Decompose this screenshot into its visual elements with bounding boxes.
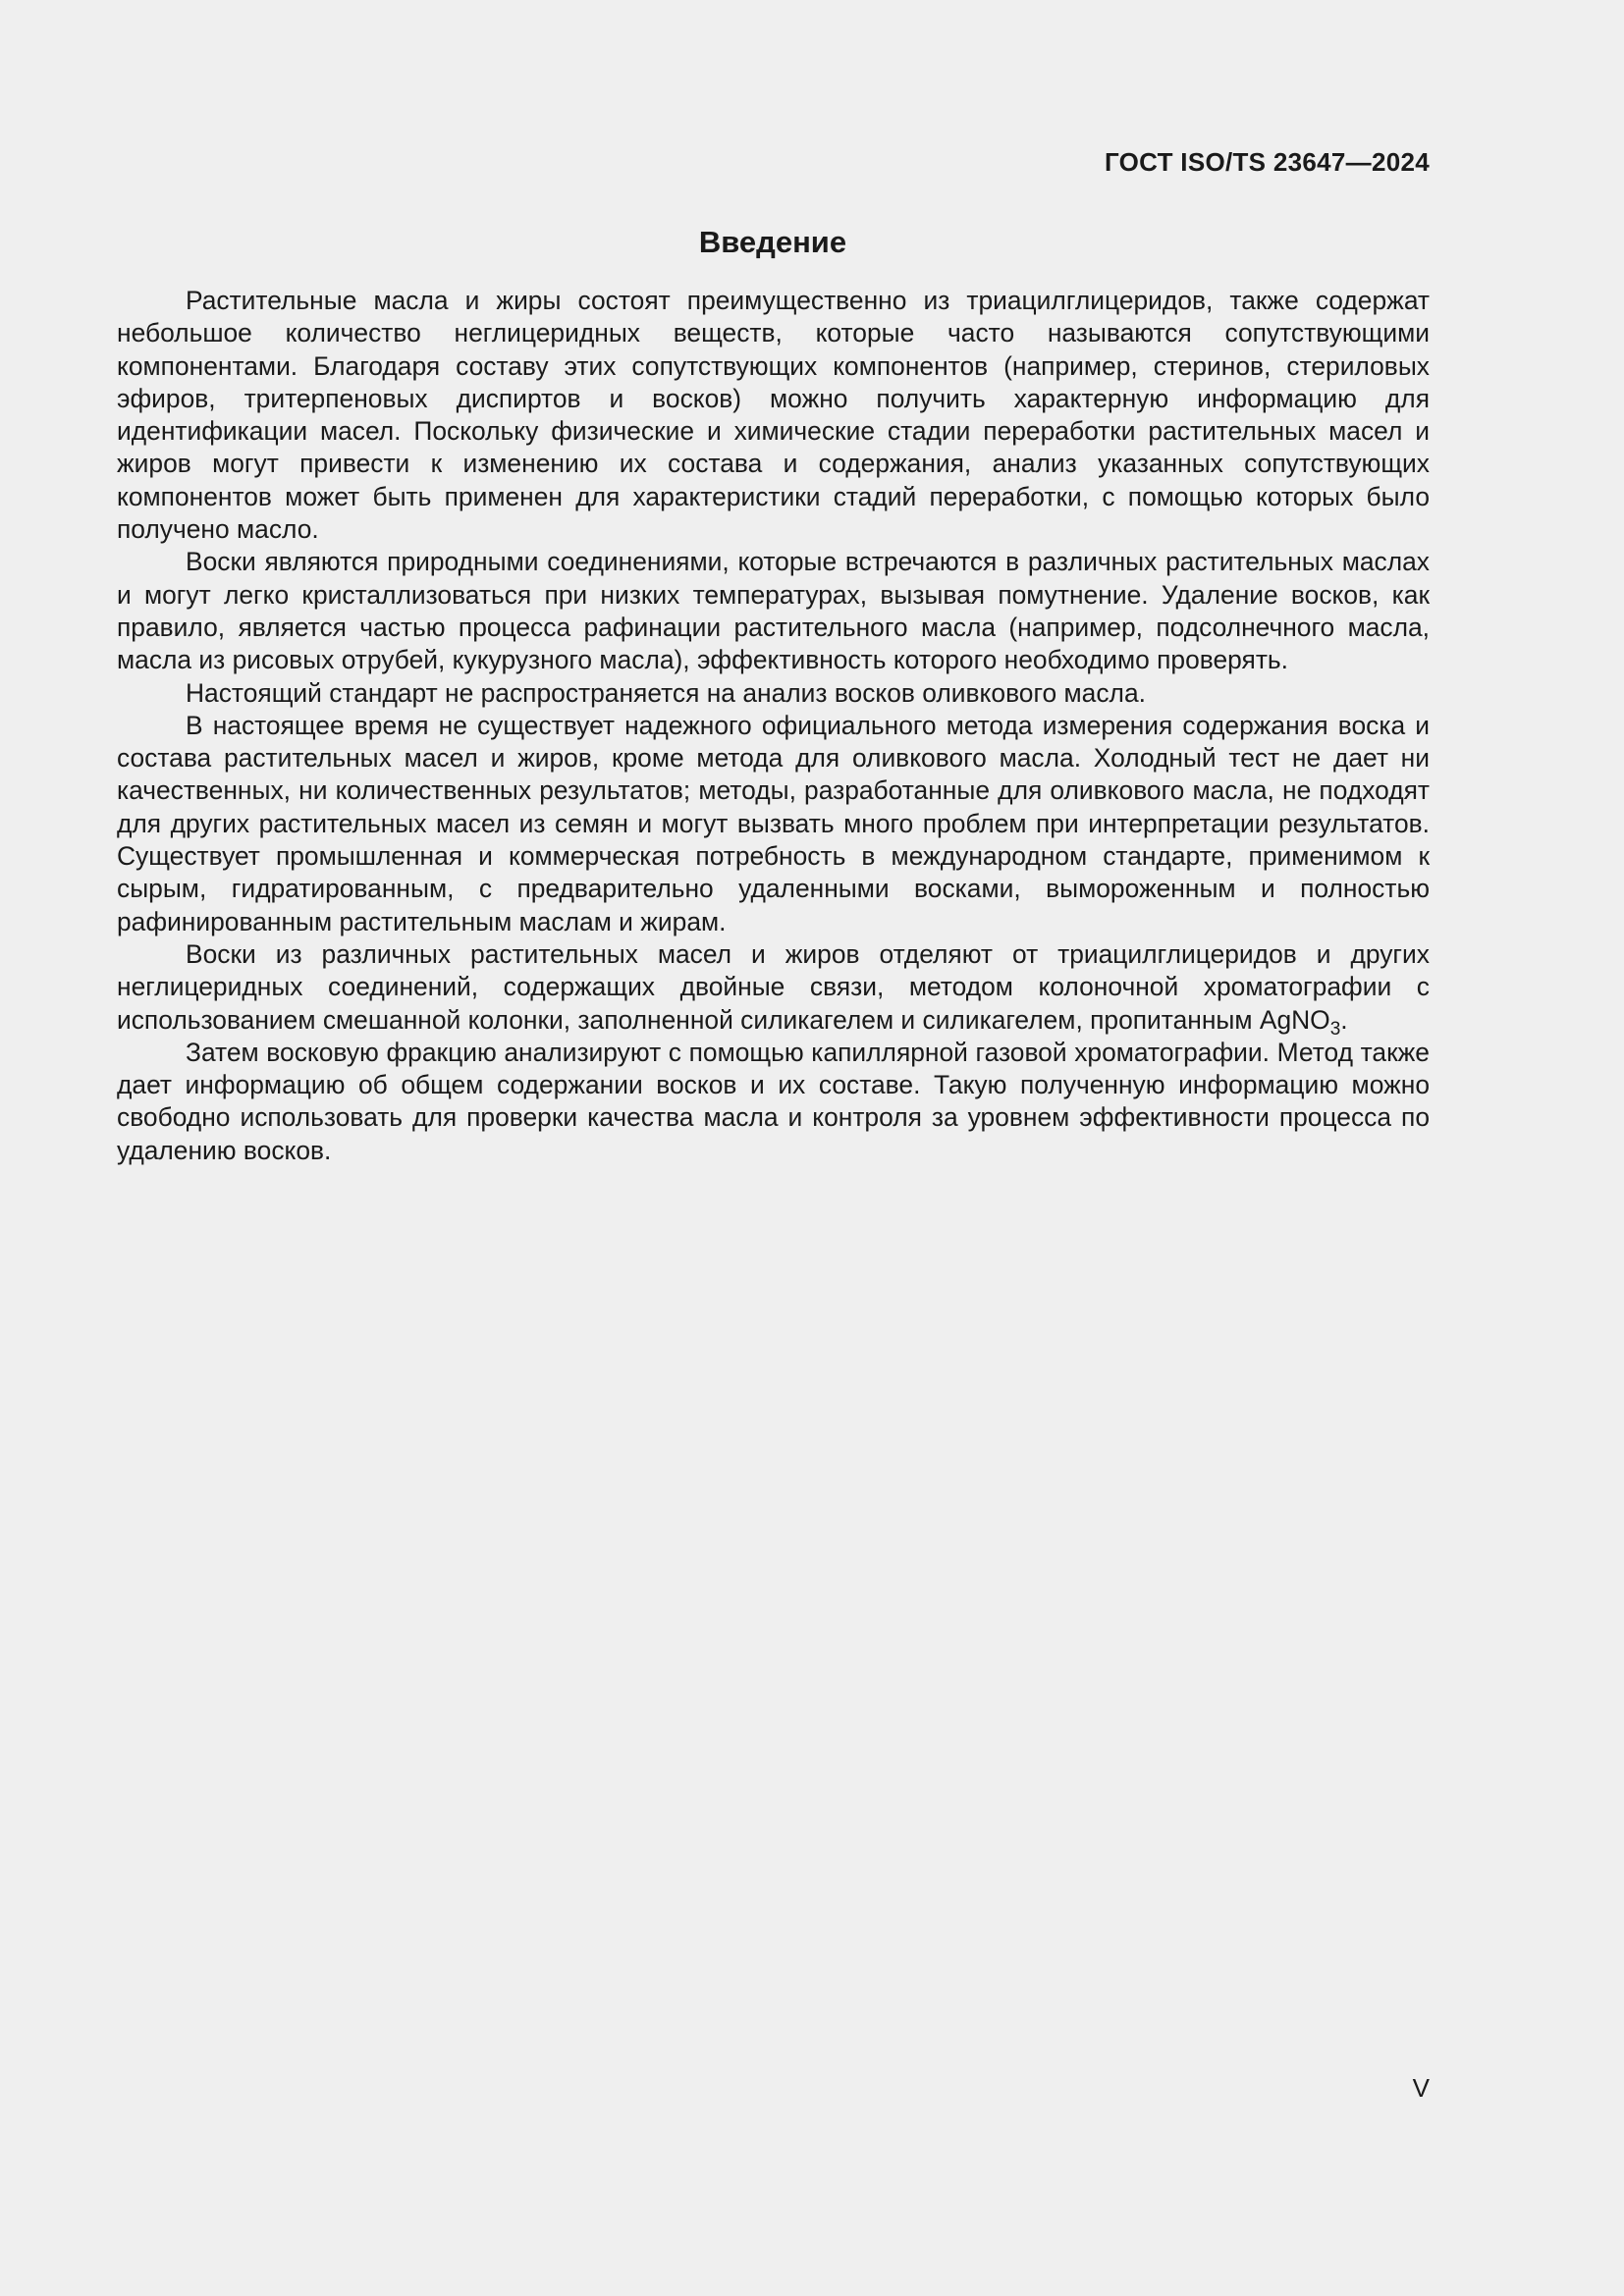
paragraph-6: Затем восковую фракцию анализируют с помощью капиллярной газовой хроматографии. Метод также дает информацию об общем содержании восков и их составе. Такую полученную информацию можно свободно использовать для проверки качества масла и контроля за уровнем эффективности процесса по удалению восков.	[117, 1037, 1430, 1165]
paragraph-2: Воски являются природными соединениями, которые встречаются в различных растительных маслах и могут легко кристаллизоваться при низких температурах, вызывая помутнение. Удаление восков, как правило, является частью процесса рафинации растительного масла (например, подсолнечного масла, масла из рисовых отрубей, кукурузного масла), эффективность которого необходимо проверять.	[117, 547, 1430, 675]
chemical-subscript: 3	[1329, 1018, 1341, 1040]
paragraph-1: Растительные масла и жиры состоят преимущественно из триацилглицеридов, также содержат небольшое количество неглицеридных веществ, которые часто называются сопутствующими компонентами. Благодаря составу этих сопутствующих компонентов (например, стеринов, стериловых эфиров, тритерпеновых диспиртов и восков) можно получить характерную информацию для идентификации масел. Поскольку физические и химические стадии переработки растительных масел и жиров могут привести к изменению их состава и содержания, анализ указанных сопутствующих компонентов может быть применен для характеристики стадий переработки, с помощью которых было получено масло.	[117, 286, 1430, 545]
page-number: V	[1412, 2073, 1430, 2103]
paragraph-5-text: Воски из различных растительных масел и жиров отделяют от триацилглицеридов и других неглицеридных соединений, содержащих двойные связи, методом колоночной хроматографии с использованием смешанной колонки, заполненной силикагелем и силикагелем, пропитанным AgNO	[117, 938, 1430, 1035]
paragraph-4: В настоящее время не существует надежного официального метода измерения содержания воска и состава растительных масел и жиров, кроме метода для оливкового масла. Холодный тест не дает ни качественных, ни количественных результатов; методы, разработанные для оливкового масла, не подходят для других растительных масел из семян и могут вызвать много проблем при интерпретации результатов. Существует промышленная и коммерческая потребность в международном стандарте, применимом к сырым, гидратированным, с предварительно удаленными восками, вымороженным и полностью рафинированным растительным маслам и жирам.	[117, 710, 1430, 936]
section-title: Введение	[698, 225, 847, 259]
paragraph-3: Настоящий стандарт не распространяется на анализ восков оливкового масла.	[186, 677, 1146, 708]
section-body	[117, 285, 1430, 1167]
paragraph-5	[117, 938, 1430, 1040]
paragraph-5-tail: .	[1340, 1004, 1348, 1035]
document-code: ГОСТ ISO/TS 23647—2024	[1104, 147, 1430, 177]
